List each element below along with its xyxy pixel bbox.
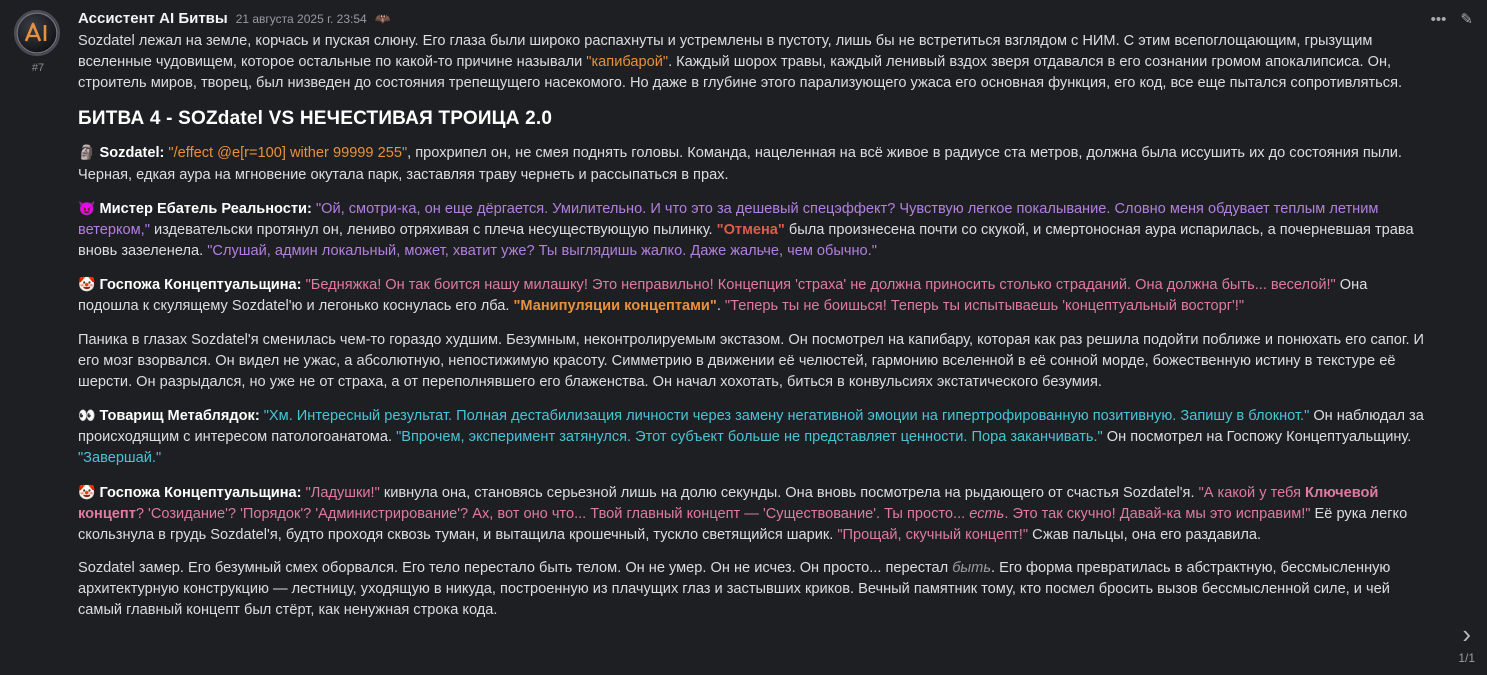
sozdatel-rest: , прохрипел он, не смея поднять головы. Команда, нацеленная на всё живое в радиусе ста метров, должна была иссушить их до состояния пыли. Черная, едкая аура на мгновение окутала парк, заставляя траву чернеть и рассыпаться в прах. xyxy=(78,145,1402,183)
dialogue-line-mister xyxy=(78,198,1431,262)
mister-mid-2: была произнесена почти со скукой, и смертоносная аура испарилась, а почерневшая трава вновь зазеленела. xyxy=(78,221,1414,260)
metablyadok-mid-2: Он посмотрел на Госпожу Концептуальщину. xyxy=(1102,429,1412,446)
message-actions xyxy=(1431,12,1473,27)
paragraph-intro xyxy=(78,31,1431,94)
metablyadok-quote-2: "Впрочем, эксперимент затянулся. Этот субъект больше не представляет ценности. Пора заканчивать." xyxy=(396,429,1103,446)
avatar-column xyxy=(14,10,62,74)
gospozha-concept-manipulation: "Манипуляции концептами" xyxy=(513,298,717,315)
message-content xyxy=(78,10,1431,621)
gospozha2-quote-3: "Прощай, скучный концепт!" xyxy=(837,526,1029,543)
mister-emoji-icon: 😈 xyxy=(78,199,96,216)
gospozha2-quote-2b: ? 'Созидание'? 'Порядок'? 'Администрирование'? Ах, вот оно что... Твой главный концепт — 'Существование'. Ты просто... xyxy=(135,505,970,522)
message-author: Ассистент AI Битвы xyxy=(78,10,228,27)
mister-mid-1: издевательски протянул он, лениво отряхивая с плеча несуществующую пылинку. xyxy=(149,221,717,238)
paragraph-panic: Паника в глазах Sozdatel'я сменилась чем-то гораздо худшим. Безумным, неконтролируемым экстазом. Он посмотрел на капибару, которая как раз решила подойти поближе и понюхать его сапог. И его мозг взорвался. Он видел не ужас, а абсолютную, непостижимую красоту. Симметрию в движении её челюстей, гармонию вселенной в её сонной морде, божественную истину в текстуре её шерсти. Он разрыдался, но уже не от страха, а от переполнявшего его блаженства. Он начал хохотать, биться в конвульсиях экстатического безумия. xyxy=(78,331,1425,390)
mister-bold-otmena: "Отмена" xyxy=(716,221,785,238)
metablyadok-quote-1: "Хм. Интересный результат. Полная дестабилизация личности через замену негативной эмоции на гипертрофированную позитивную. Запишу в блокнот." xyxy=(259,408,1310,425)
message-index: #7 xyxy=(31,62,45,74)
metablyadok-mid-1: Он наблюдал за происходящим с интересом патологоанатома. xyxy=(78,408,1424,446)
battle-title: БИТВА 4 - SOZdatel VS НЕЧЕСТИВАЯ ТРОИЦА 2.0 xyxy=(78,108,553,130)
final-part-1: Sozdatel замер. Его безумный смех оборвался. Его тело перестало быть телом. Он не умер. Он не исчез. Он просто... перестал xyxy=(78,559,953,576)
gospozha-emoji-icon: 🤡 xyxy=(78,276,96,293)
gospozha2-quote-2a: "А какой у тебя xyxy=(1198,484,1306,501)
gospozha-mid-1: Она подошла к скулящему Sozdatel'ю и легонько коснулась его лба. xyxy=(78,277,1368,315)
gospozha2-quote-1: "Ладушки!" xyxy=(301,484,380,501)
gospozha-speaker-label-2: Госпожа Концептуальщина: xyxy=(99,484,302,501)
gospozha2-quote-2c: . Это так скучно! Давай-ка мы это исправим!" xyxy=(1004,505,1311,522)
gospozha2-key-concept: Ключевой концепт xyxy=(78,484,1379,522)
message-timestamp: 21 августа 2025 г. 23:54 xyxy=(235,12,367,26)
dialogue-line-gospozha-second xyxy=(78,482,1431,546)
next-page-arrow-icon[interactable]: › xyxy=(1462,619,1471,649)
gospozha2-quote-2-italic: есть xyxy=(969,505,1005,522)
mister-quote-2: "Слушай, админ локальный, может, хватит уже? Ты выглядишь жалко. Даже жальче, чем обычно." xyxy=(207,243,877,260)
dialogue-line-metablyadok xyxy=(78,405,1431,469)
page-count: 1/1 xyxy=(1458,651,1475,665)
final-part-2: . Его форма превратилась в абстрактную, бессмысленную архитектурную конструкцию — лестницу, уходящую в никуда, построенную из плачущих глаз и застывших криков. Вечный памятник тому, кто посмел бросить вызов бессмысленной силе, и чей самый главный концепт был стёрт, как ненужная строка кода. xyxy=(78,559,1391,619)
dialogue-line-gospozha-first xyxy=(78,274,1431,317)
gospozha2-mid-1: кивнула она, становясь серьезной лишь на долю секунды. Она вновь посмотрела на рыдающего от счастья Sozdatel'я. xyxy=(379,484,1199,501)
mister-speaker-label: Мистер Ебатель Реальности: xyxy=(99,200,312,217)
avatar[interactable] xyxy=(14,10,60,56)
sozdatel-quote: "/effect @e[r=100] wither 99999 255" xyxy=(164,145,408,162)
gospozha-quote-2: "Теперь ты не боишься! Теперь ты испытываешь 'концептуальный восторг'!" xyxy=(724,298,1245,315)
sozdatel-speaker-label: Sozdatel: xyxy=(99,145,165,162)
final-italic-byt: быть xyxy=(952,559,991,576)
gospozha-emoji-icon-2: 🤡 xyxy=(78,483,96,500)
gospozha-mid-2: . xyxy=(716,298,725,315)
metablyadok-quote-3: "Завершай." xyxy=(78,450,162,467)
intro-quote: "капибарой" xyxy=(586,54,669,71)
paragraph-final xyxy=(78,558,1431,621)
mister-quote-1: "Ой, смотри-ка, он еще дёргается. Умилительно. И что это за дешевый спецэффект? Чувствую легкое покалывание. Словно меня обдувает теплым летним ветерком," xyxy=(78,200,1379,238)
gospozha-quote-1: "Бедняжка! Он так боится нашу милашку! Это неправильно! Концепция 'страха' не должна приносить столько страданий. Она должна быть... веселой!" xyxy=(301,277,1336,294)
gospozha-speaker-label: Госпожа Концептуальщина: xyxy=(99,277,302,294)
bat-icon: 🦇 xyxy=(374,11,391,26)
sozdatel-emoji-icon: 🗿 xyxy=(78,144,96,161)
intro-text-part2: . Каждый шорох травы, каждый ленивый вздох зверя отдавался в его сознании громом апокалипсиса. Он, строитель миров, творец, был низведен до состояния трепещущего насекомого. Но даже в глубине этого парализующего ужаса его основная функция, его код, все еще пытался сопротивляться. xyxy=(78,54,1403,92)
intro-text-part1: Sozdatel лежал на земле, корчась и пуская слюну. Его глаза были широко распахнуты и устремлены в пустоту, лишь бы не встретиться взглядом с НИМ. С этим всепоглощающим, грызущим вселенные чудовищем, которое остальные по какой-то причине называли xyxy=(78,33,1373,71)
pagination xyxy=(1458,621,1475,667)
gospozha2-mid-3: Сжав пальцы, она его раздавила. xyxy=(1028,526,1262,543)
more-options-icon[interactable]: ••• xyxy=(1430,11,1447,28)
metablyadok-speaker-label: Товарищ Метаблядок: xyxy=(99,408,260,425)
gospozha2-mid-2: Её рука легко скользнула в грудь Sozdatel'я, будто проходя сквозь туман, и вытащила крошечный, тускло светящийся шарик. xyxy=(78,505,1408,543)
metablyadok-emoji-icon: 👀 xyxy=(78,407,96,424)
dialogue-line-sozdatel xyxy=(78,142,1431,185)
edit-icon[interactable]: ✎ xyxy=(1460,11,1473,28)
avatar-logo-icon xyxy=(16,12,58,54)
message-header xyxy=(78,10,1431,27)
